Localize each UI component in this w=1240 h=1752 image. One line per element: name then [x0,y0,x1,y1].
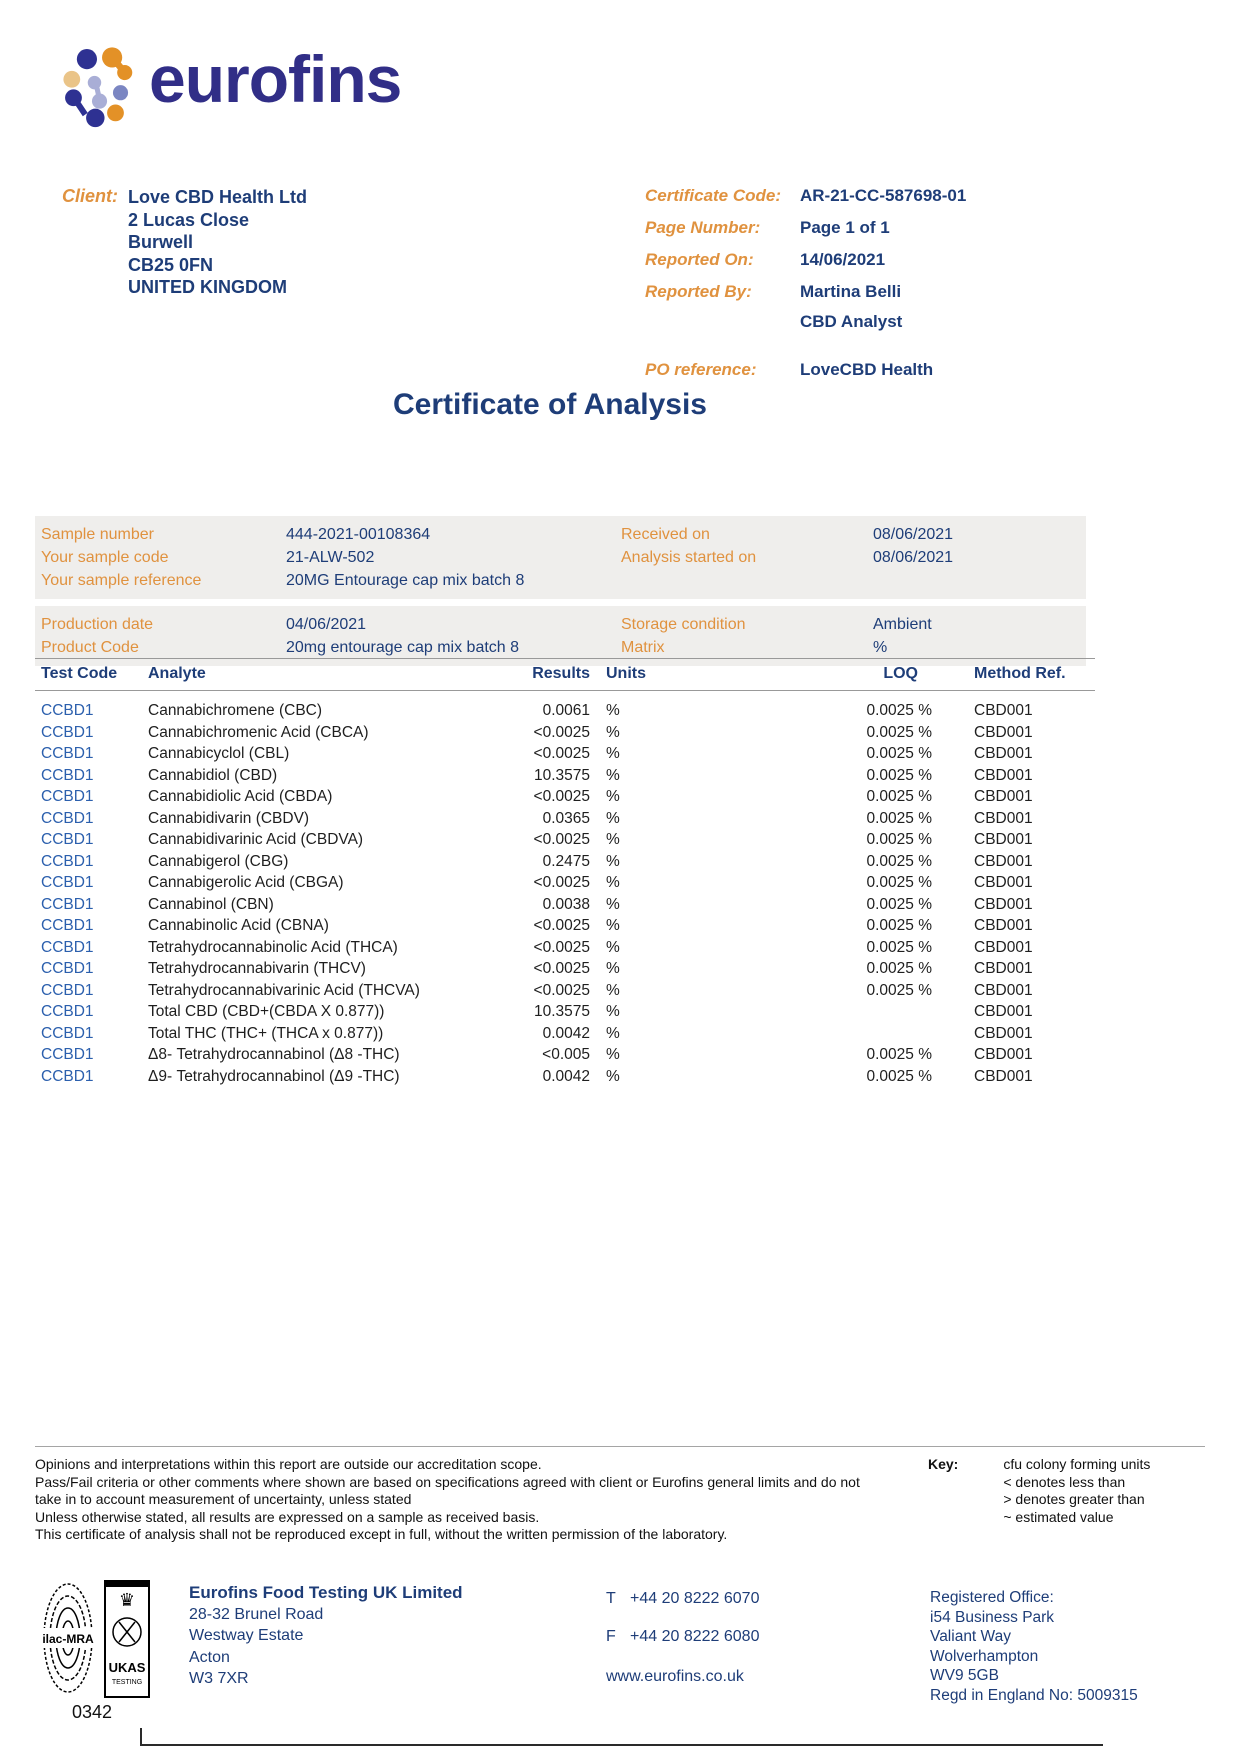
table-row [35,1001,1095,1023]
cell-test-code: CCBD1 [41,1046,94,1063]
website-link[interactable]: www.eurofins.co.uk [606,1668,744,1685]
sample-info-label: Your sample code [41,549,169,566]
cell-unit: % [606,831,620,848]
cell-test-code: CCBD1 [41,1024,94,1042]
cell-unit: % [606,809,620,827]
page-number-label: Page Number: [645,218,761,237]
cell-analyte: Cannabigerolic Acid (CBGA) [148,874,344,891]
production-info-right-label: Matrix [621,639,665,656]
cell-method-ref: CBD001 [974,1003,1033,1020]
cell-method-ref: CBD001 [974,917,1033,934]
contact-block [606,1590,759,1686]
ukas-label: UKAS [108,1660,146,1675]
cell-analyte: Δ9- Tetrahydrocannabinol (Δ9 -THC) [148,1067,400,1085]
reported-on-row [645,250,966,270]
reported-by-label: Reported By: [645,282,752,301]
header-loq: LOQ [883,665,918,682]
cell-analyte: Cannabidiol (CBD) [148,766,278,784]
cell-result: <0.005 [542,1046,590,1063]
header-analyte: Analyte [148,665,206,682]
cell-result: 10.3575 [533,766,590,784]
cell-method-ref: CBD001 [974,852,1033,870]
cell-method-ref: CBD001 [974,960,1033,977]
cell-result: <0.0025 [533,745,590,762]
cell-result: <0.0025 [533,874,590,891]
registered-office-line: Registered Office: [930,1589,1054,1606]
cell-unit: % [606,981,620,999]
reported-by-value [800,282,902,332]
production-info-right-label: Storage condition [621,616,746,633]
sample-info-row [41,523,1086,546]
disclaimer-line: Unless otherwise stated, all results are expressed on a sample as received basis. [35,1508,540,1525]
cell-test-code: CCBD1 [41,702,94,719]
cell-unit: % [606,852,620,870]
cell-analyte: Cannabichromenic Acid (CBCA) [148,723,369,741]
key-entry: < denotes less than [1003,1473,1126,1490]
cell-test-code: CCBD1 [41,788,94,805]
cell-analyte: Cannabidivarin (CBDV) [148,809,310,827]
cell-method-ref: CBD001 [974,895,1033,913]
lab-address-line: Acton [189,1648,230,1666]
cell-unit: % [606,938,620,956]
key-entries [966,1456,1150,1526]
production-info-label: Production date [41,616,154,633]
sample-info-value: 21-ALW-502 [286,549,375,566]
cell-method-ref: CBD001 [974,938,1033,956]
ilac-mra-logo [42,1580,94,1698]
client-block [62,186,307,299]
sample-info-row [41,546,1086,569]
cell-method-ref: CBD001 [974,1067,1033,1085]
key-block [928,1456,1150,1526]
cell-analyte: Tetrahydrocannabinolic Acid (THCA) [148,938,398,956]
telephone-number: +44 20 8222 6070 [630,1590,760,1607]
table-row [35,722,1095,744]
telephone-row [606,1590,759,1608]
table-row [35,872,1095,894]
sample-info-row [41,569,1086,592]
production-info-value: 20mg entourage cap mix batch 8 [286,639,520,656]
disclaimer-line: Pass/Fail criteria or other comments where shown are based on specifications agreed with client or Eurofins general limits and do not [35,1473,860,1490]
accreditation-logos [42,1580,150,1698]
sample-info-right-label: Received on [621,526,710,543]
cell-result: 0.0365 [542,809,590,827]
fax-label: F [606,1628,616,1645]
table-row [35,829,1095,851]
lab-address-line: 28-32 Brunel Road [189,1605,324,1623]
table-row [35,808,1095,830]
disclaimer-line: This certificate of analysis shall not be reproduced except in full, without the written permission of the laboratory. [35,1526,728,1542]
cell-analyte: Cannabidiolic Acid (CBDA) [148,788,333,805]
cell-loq [632,1023,932,1045]
cell-test-code: CCBD1 [41,745,94,762]
eurofins-dots-icon [55,44,139,128]
sample-info-band [35,516,1086,599]
cell-analyte: Total CBD (CBD+(CBDA X 0.877)) [148,1003,385,1020]
po-reference-row [645,360,966,380]
cell-result: 0.2475 [542,852,590,870]
cell-method-ref: CBD001 [974,1024,1033,1042]
cell-unit: % [606,723,620,741]
table-row [35,700,1095,722]
lab-address-block [189,1582,463,1690]
cell-result: <0.0025 [533,788,590,805]
table-row [35,1023,1095,1045]
cell-result: 0.0061 [542,702,590,719]
production-info-row [41,613,1086,636]
cell-result: 10.3575 [533,1003,590,1020]
client-address-line: Burwell [128,232,194,252]
cell-result: <0.0025 [533,917,590,934]
table-row [35,1066,1095,1088]
cell-result: 0.0042 [542,1067,590,1085]
cell-result: <0.0025 [533,981,590,999]
sample-info-label: Sample number [41,526,154,543]
cell-analyte: Tetrahydrocannabivarin (THCV) [148,960,366,977]
cell-loq: 0.0025 % [866,917,932,934]
cell-unit: % [606,895,620,913]
eurofins-wordmark: eurofins [149,42,402,116]
cell-unit: % [606,874,620,891]
cell-loq: 0.0025 % [866,702,932,719]
sample-info-value: 444-2021-00108364 [286,526,431,543]
cell-unit: % [606,960,620,977]
header-method-ref: Method Ref. [974,665,1066,682]
ilac-mra-label: ilac-MRA [42,1632,94,1646]
report-meta-block [645,186,966,392]
table-row [35,851,1095,873]
cell-method-ref: CBD001 [974,788,1033,805]
registered-office-line: i54 Business Park [930,1608,1055,1626]
certificate-code-value: AR-21-CC-587698-01 [800,186,967,205]
production-info-value: 04/06/2021 [286,616,367,633]
cell-result: <0.0025 [533,938,590,956]
ukas-testing-logo [104,1580,150,1698]
cell-test-code: CCBD1 [41,1067,94,1085]
fax-number: +44 20 8222 6080 [630,1628,760,1645]
cell-analyte: Cannabichromene (CBC) [148,702,323,719]
eurofins-logo [55,38,401,128]
cell-analyte: Cannabinolic Acid (CBNA) [148,917,329,934]
production-info-right-value: % [873,639,888,656]
reported-by-name: Martina Belli [800,282,902,301]
registered-office-line: Wolverhampton [930,1647,1039,1665]
cell-method-ref: CBD001 [974,981,1033,999]
page-bottom-rule [140,1744,1103,1746]
sample-info-value: 20MG Entourage cap mix batch 8 [286,572,525,589]
table-row [35,958,1095,980]
cell-test-code: CCBD1 [41,1003,94,1020]
cell-loq: 0.0025 % [866,895,932,913]
cell-test-code: CCBD1 [41,960,94,977]
cell-method-ref: CBD001 [974,745,1033,762]
table-row [35,915,1095,937]
lab-address-line: Westway Estate [189,1627,304,1644]
cell-analyte: Cannabigerol (CBG) [148,852,289,870]
table-row [35,937,1095,959]
cell-unit: % [606,766,620,784]
cell-test-code: CCBD1 [41,938,94,956]
disclaimer-line: take in to account measurement of uncertainty, unless stated [35,1491,412,1507]
table-row [35,765,1095,787]
sample-info-right-value [873,569,1086,592]
cell-loq [632,1001,932,1023]
cell-loq: 0.0025 % [866,831,932,848]
reported-on-label: Reported On: [645,250,754,269]
cell-method-ref: CBD001 [974,874,1033,891]
telephone-label: T [606,1590,616,1607]
cell-loq: 0.0025 % [866,766,932,784]
table-row [35,980,1095,1002]
cell-loq: 0.0025 % [866,1067,932,1085]
cell-analyte: Total THC (THC+ (THCA x 0.877)) [148,1024,384,1042]
table-row [35,743,1095,765]
cell-method-ref: CBD001 [974,766,1033,784]
reported-by-row [645,282,966,332]
key-entry: > denotes greater than [1003,1491,1145,1507]
sample-info-right-value: 08/06/2021 [873,526,954,543]
disclaimer-line: Opinions and interpretations within this report are outside our accreditation scope. [35,1456,542,1472]
production-info-label: Product Code [41,639,139,656]
certificate-code-row [645,186,966,206]
results-table [35,658,1095,1087]
production-info-right-value: Ambient [873,616,932,633]
cell-method-ref: CBD001 [974,809,1033,827]
cell-method-ref: CBD001 [974,831,1033,848]
header-results: Results [532,665,590,682]
sample-info-right-label [621,569,873,592]
table-row [35,1044,1095,1066]
registered-office-line: Regd in England No: 5009315 [930,1686,1138,1704]
cell-analyte: Δ8- Tetrahydrocannabinol (Δ8 -THC) [148,1046,400,1063]
client-label: Client: [62,186,118,206]
cell-loq: 0.0025 % [866,852,932,870]
cell-test-code: CCBD1 [41,831,94,848]
cell-loq: 0.0025 % [866,1046,932,1063]
cell-result: 0.0038 [542,895,590,913]
cell-test-code: CCBD1 [41,874,94,891]
cell-loq: 0.0025 % [866,809,932,827]
accreditation-number: 0342 [72,1702,113,1722]
cell-analyte: Cannabicyclol (CBL) [148,745,290,762]
cell-unit: % [606,788,620,805]
crown-icon: ♛ [118,1590,136,1611]
cell-loq: 0.0025 % [866,723,932,741]
cell-test-code: CCBD1 [41,809,94,827]
cell-test-code: CCBD1 [41,766,94,784]
production-info-band [35,606,1086,666]
lab-company-name: Eurofins Food Testing UK Limited [189,1583,463,1602]
sample-info-right-label: Analysis started on [621,549,757,566]
ukas-sub-label: TESTING [111,1679,143,1686]
sample-info-label: Your sample reference [41,572,202,589]
production-info-row [41,636,1086,659]
cell-unit: % [606,1046,620,1063]
sample-info-right-value: 08/06/2021 [873,549,954,566]
po-reference-value: LoveCBD Health [800,360,934,379]
client-address-line: UNITED KINGDOM [128,277,287,297]
cell-method-ref: CBD001 [974,702,1033,719]
reported-by-role: CBD Analyst [800,312,903,331]
page-title: Certificate of Analysis [393,388,707,421]
cell-loq: 0.0025 % [866,960,932,977]
cell-test-code: CCBD1 [41,723,94,741]
cell-test-code: CCBD1 [41,852,94,870]
table-row [35,894,1095,916]
registered-office-block [930,1588,1138,1705]
cell-analyte: Tetrahydrocannabivarinic Acid (THCVA) [148,981,420,999]
cell-loq: 0.0025 % [866,745,932,762]
cell-method-ref: CBD001 [974,723,1033,741]
results-table-body [35,691,1095,1087]
key-entry: cfu colony forming units [1003,1456,1151,1472]
cell-result: 0.0042 [542,1024,590,1042]
client-address [128,186,307,299]
cell-unit: % [606,917,620,934]
header-test-code: Test Code [41,665,118,682]
cell-loq: 0.0025 % [866,788,932,805]
cell-analyte: Cannabinol (CBN) [148,895,274,913]
header-units: Units [606,665,646,682]
cell-unit: % [606,1003,620,1020]
cell-unit: % [606,745,620,762]
cell-loq: 0.0025 % [866,981,932,999]
client-address-line: Love CBD Health Ltd [128,187,308,207]
cell-test-code: CCBD1 [41,981,94,999]
cell-unit: % [606,702,620,719]
cell-test-code: CCBD1 [41,895,94,913]
cell-unit: % [606,1024,620,1042]
lab-address-line: W3 7XR [189,1670,249,1687]
cell-test-code: CCBD1 [41,917,94,934]
cell-loq: 0.0025 % [866,874,932,891]
key-label: Key: [928,1456,959,1472]
results-table-header [35,658,1095,691]
cell-result: <0.0025 [533,960,590,977]
page-number-row [645,218,966,238]
cell-method-ref: CBD001 [974,1046,1033,1063]
cell-unit: % [606,1067,620,1085]
cell-loq: 0.0025 % [866,938,932,956]
registered-office-line: Valiant Way [930,1628,1011,1645]
cell-result: <0.0025 [533,723,590,741]
page-number-value: Page 1 of 1 [800,218,890,237]
client-address-line: CB25 0FN [128,254,214,275]
key-entry: ~ estimated value [1003,1508,1114,1525]
registered-office-line: WV9 5GB [930,1667,999,1684]
table-row [35,786,1095,808]
fax-row [606,1628,759,1646]
certificate-code-label: Certificate Code: [645,186,782,205]
po-reference-label: PO reference: [645,360,757,379]
reported-on-value: 14/06/2021 [800,250,886,269]
client-address-line: 2 Lucas Close [128,209,250,230]
cell-analyte: Cannabidivarinic Acid (CBDVA) [148,831,364,848]
cell-result: <0.0025 [533,831,590,848]
